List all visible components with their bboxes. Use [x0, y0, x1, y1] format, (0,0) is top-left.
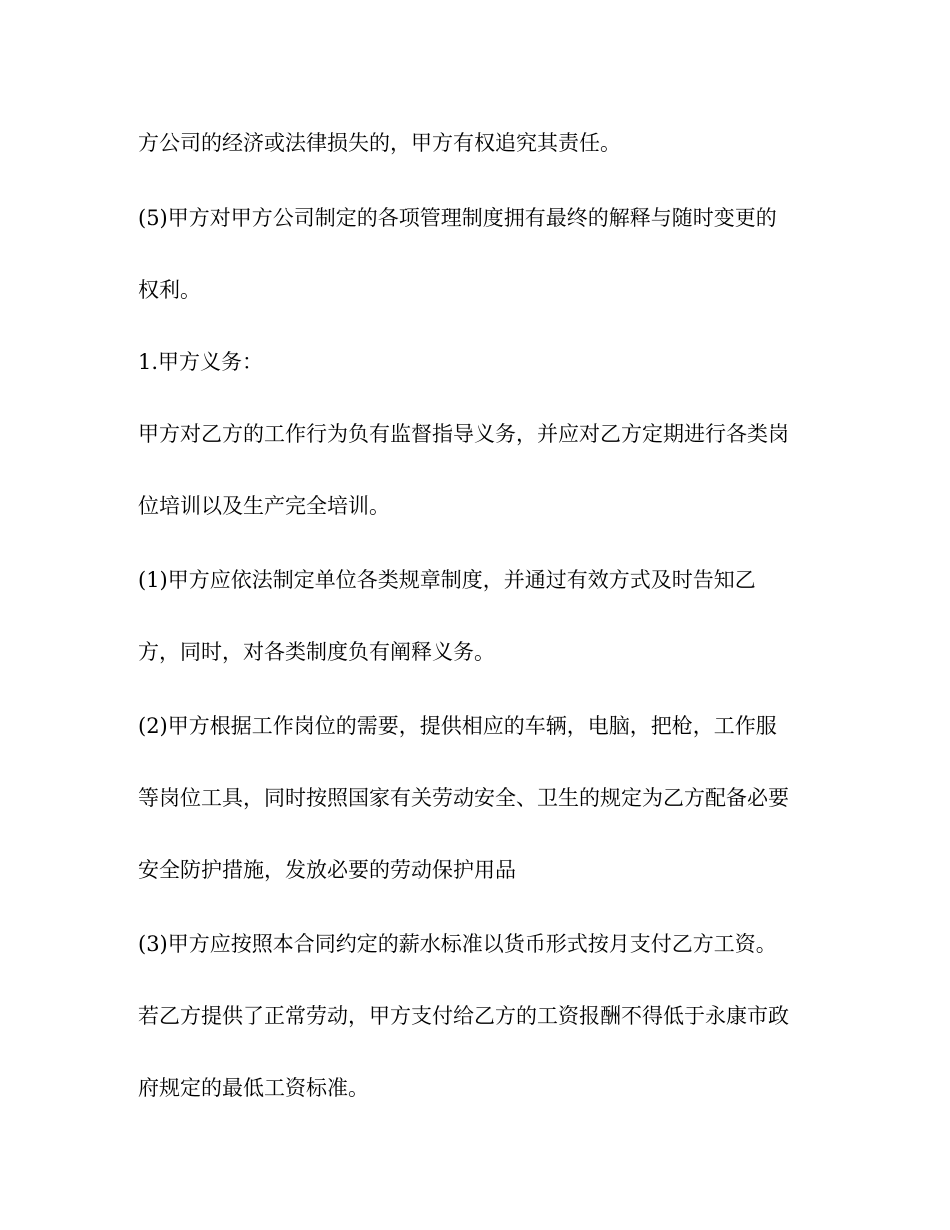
text-line: (2)甲方根据工作岗位的需要，提供相应的车辆，电脑，把枪，工作服 — [138, 714, 777, 738]
text-line: 甲方对乙方的工作行为负有监督指导义务，并应对乙方定期进行各类岗 — [138, 422, 789, 446]
text-line: 权利。 — [138, 278, 201, 302]
text-line: (3)甲方应按照本合同约定的薪水标准以货币形式按月支付乙方工资。 — [138, 932, 777, 956]
text-line: 若乙方提供了正常劳动，甲方支付给乙方的工资报酬不得低于永康市政 — [138, 1004, 789, 1028]
text-line: 等岗位工具，同时按照国家有关劳动安全、卫生的规定为乙方配备必要 — [138, 786, 789, 810]
section-heading: 1.甲方义务： — [138, 350, 264, 374]
text-line: (1)甲方应依法制定单位各类规章制度，并通过有效方式及时告知乙 — [138, 568, 756, 592]
text-line: (5)甲方对甲方公司制定的各项管理制度拥有最终的解释与随时变更的 — [138, 206, 777, 230]
text-line: 安全防护措施，发放必要的劳动保护用品 — [138, 858, 516, 882]
text-line: 方公司的经济或法律损失的，甲方有权追究其责任。 — [138, 131, 621, 155]
text-line: 府规定的最低工资标准。 — [138, 1076, 369, 1100]
text-line: 方，同时，对各类制度负有阐释义务。 — [138, 640, 495, 664]
text-line: 位培训以及生产完全培训。 — [138, 494, 390, 518]
